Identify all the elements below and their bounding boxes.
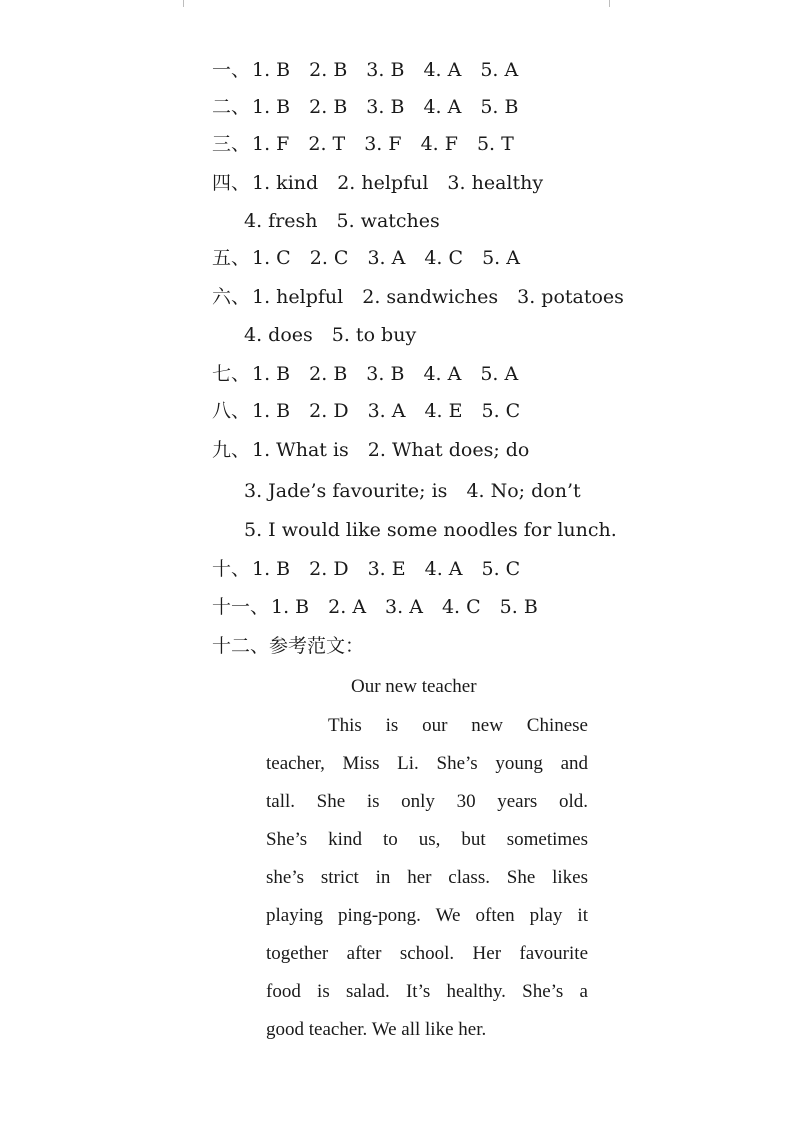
essay-line: together after school. Her favourite [266, 943, 588, 964]
section-number: 七、 [212, 363, 251, 385]
answer-item: 1. helpful [252, 286, 344, 308]
answer-item: 2. T [308, 133, 346, 155]
essay-line: she’s strict in her class. She likes [266, 867, 588, 888]
answer-row [244, 323, 416, 347]
answer-item: 3. E [367, 558, 406, 580]
answer-row [212, 557, 520, 581]
section-number: 一、 [212, 59, 251, 81]
answer-item: 2. What does; do [367, 439, 530, 461]
answer-row [212, 362, 518, 386]
answer-item: 4. A [423, 363, 462, 385]
essay-line: This is our new Chinese [328, 715, 588, 736]
answer-item: 4. No; don’t [466, 480, 581, 502]
answer-item: 5. A [480, 363, 519, 385]
answer-item: 1. B [252, 96, 291, 118]
answer-item: 5. C [481, 558, 521, 580]
answer-item: 2. D [309, 558, 349, 580]
answer-row [212, 132, 514, 156]
answer-item: 5. B [499, 596, 538, 618]
answer-item: 1. B [252, 363, 291, 385]
essay-title: Our new teacher [351, 676, 477, 697]
essay-line: teacher, Miss Li. She’s young and [266, 753, 588, 774]
answer-item: 3. A [367, 247, 406, 269]
answer-item: 4. does [244, 324, 313, 346]
scan-edge-mark-left [183, 0, 184, 7]
answer-item: 4. A [423, 96, 462, 118]
answer-item: 2. B [309, 59, 348, 81]
answer-item: 5. I would like some noodles for lunch. [244, 519, 617, 541]
answer-item: 5. T [476, 133, 514, 155]
essay-line: good teacher. We all like her. [266, 1019, 487, 1040]
answer-item: 1. kind [252, 172, 319, 194]
section-number: 四、 [212, 172, 251, 194]
section-number: 十、 [212, 558, 251, 580]
answer-row [244, 479, 581, 503]
section-number: 九、 [212, 439, 251, 461]
answer-item: 4. C [424, 247, 464, 269]
answer-item: 1. B [271, 596, 310, 618]
answer-item: 1. B [252, 59, 291, 81]
answer-item: 1. What is [252, 439, 349, 461]
answer-row [212, 171, 543, 195]
section-number: 八、 [212, 400, 251, 422]
answer-row [244, 209, 440, 233]
answer-item: 4. A [424, 558, 463, 580]
answer-item: 5. watches [336, 210, 440, 232]
section-number: 六、 [212, 286, 251, 308]
answer-item: 5. C [481, 400, 521, 422]
section-number: 三、 [212, 133, 251, 155]
answer-item: 3. A [385, 596, 423, 618]
section-number: 二、 [212, 96, 251, 118]
answer-item: 4. F [420, 133, 458, 155]
answer-item: 3. Jade’s favourite; is [244, 480, 448, 502]
section-number: 十一、 [212, 596, 270, 618]
answer-item: 5. B [480, 96, 519, 118]
essay-line: playing ping-pong. We often play it [266, 905, 588, 926]
scan-edge-mark-right [609, 0, 610, 7]
answer-row [212, 285, 624, 309]
answer-item: 3. B [366, 96, 405, 118]
answer-row [244, 518, 617, 542]
answer-item: 5. A [480, 59, 519, 81]
answer-item: 4. C [441, 596, 481, 618]
answer-item: 2. C [309, 247, 349, 269]
answer-item: 2. D [309, 400, 349, 422]
answer-row [212, 399, 520, 423]
section-number: 十二、参考范文： [212, 635, 365, 657]
answer-row [212, 595, 538, 619]
answer-item: 1. B [252, 400, 291, 422]
answer-item: 5. A [482, 247, 520, 269]
answer-row [212, 58, 518, 82]
answer-item: 4. A [423, 59, 462, 81]
answer-item: 4. E [424, 400, 463, 422]
answer-item: 1. B [252, 558, 291, 580]
answer-item: 3. A [367, 400, 406, 422]
essay-line: tall. She is only 30 years old. [266, 791, 588, 812]
answer-item: 2. B [309, 363, 348, 385]
answer-row [212, 438, 529, 462]
answer-row [212, 246, 520, 270]
answer-item: 5. to buy [331, 324, 417, 346]
answer-item: 3. F [364, 133, 402, 155]
answer-item: 3. healthy [447, 172, 544, 194]
answer-item: 3. potatoes [517, 286, 624, 308]
essay-line: food is salad. It’s healthy. She’s a [266, 981, 588, 1002]
answer-item: 2. sandwiches [362, 286, 499, 308]
answer-item: 2. B [309, 96, 348, 118]
essay-line: She’s kind to us, but sometimes [266, 829, 588, 850]
answer-row [212, 95, 518, 119]
answer-item: 1. F [252, 133, 290, 155]
answer-item: 3. B [366, 59, 405, 81]
answer-item: 1. C [252, 247, 291, 269]
answer-item: 2. A [328, 596, 367, 618]
answer-item: 3. B [366, 363, 405, 385]
answer-item: 4. fresh [244, 210, 318, 232]
answer-row [212, 634, 366, 658]
section-number: 五、 [212, 247, 251, 269]
answer-item: 2. helpful [337, 172, 429, 194]
